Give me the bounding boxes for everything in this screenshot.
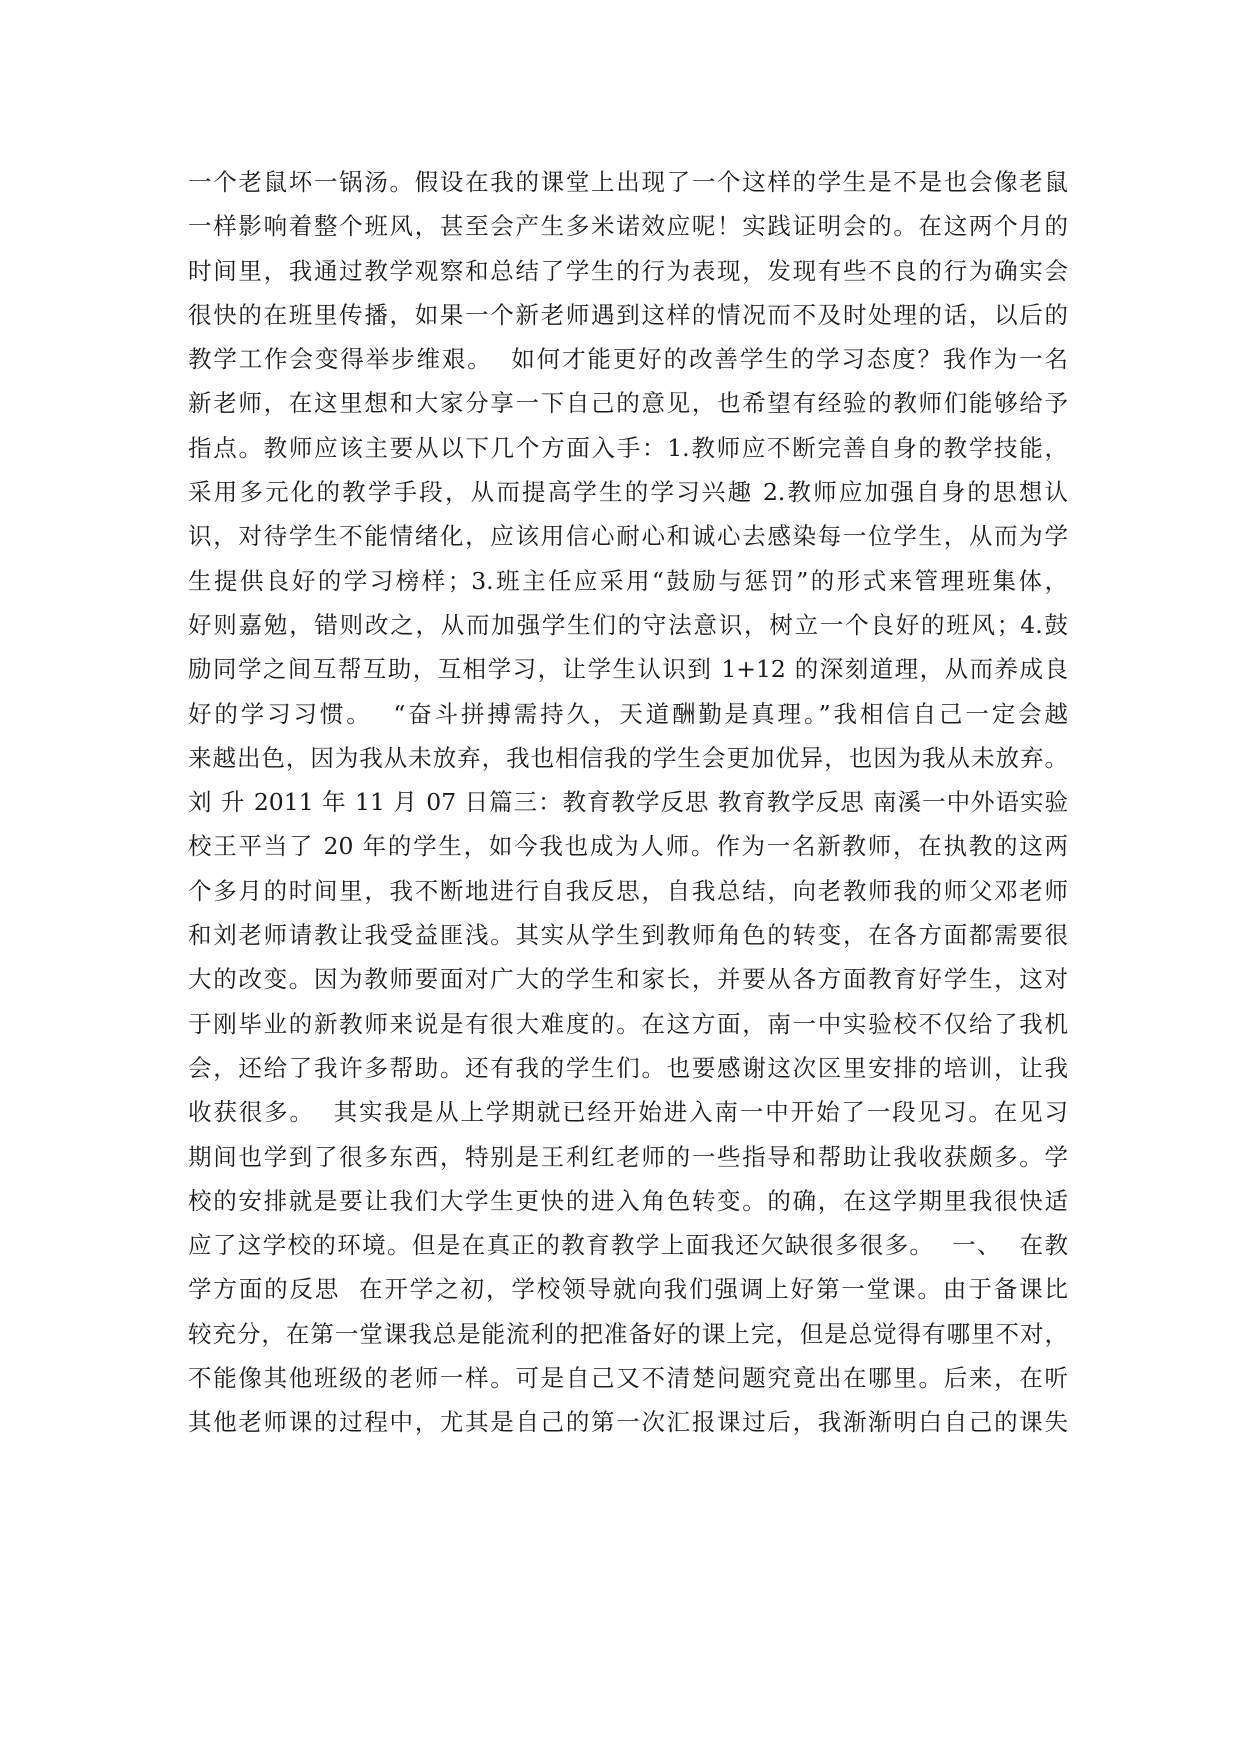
text-line: 收获很多。 其实我是从上学期就已经开始进入南一中开始了一段见习。在见习 (188, 1098, 1068, 1127)
text-line: 和刘老师请教让我受益匪浅。其实从学生到教师角色的转变，在各方面都需要很 (188, 921, 1068, 950)
text-line: 应了这学校的环境。但是在真正的教育教学上面我还欠缺很多很多。 一、 在教 (188, 1231, 1068, 1260)
text-line: 一样影响着整个班风，甚至会产生多米诺效应呢！实践证明会的。在这两个月的 (188, 212, 1068, 241)
text-line: 指点。教师应该主要从以下几个方面入手：1.教师应不断完善自身的教学技能， (188, 433, 1068, 462)
text-line: 来越出色，因为我从未放弃，我也相信我的学生会更加优异，也因为我从未放弃。 (188, 743, 1068, 772)
text-line: 新老师，在这里想和大家分享一下自己的意见，也希望有经验的教师们能够给予 (188, 389, 1068, 418)
body-text (188, 160, 1068, 1445)
text-line: 于刚毕业的新教师来说是有很大难度的。在这方面，南一中实验校不仅给了我机 (188, 1009, 1068, 1038)
text-line: 不能像其他班级的老师一样。可是自己又不清楚问题究竟出在哪里。后来，在听 (188, 1364, 1068, 1393)
text-line: 个多月的时间里，我不断地进行自我反思，自我总结，向老教师我的师父邓老师 (188, 876, 1068, 905)
text-line: 期间也学到了很多东西，特别是王利红老师的一些指导和帮助让我收获颇多。学 (188, 1142, 1068, 1171)
text-line: 较充分，在第一堂课我总是能流利的把准备好的课上完，但是总觉得有哪里不对， (188, 1319, 1068, 1348)
text-line: 刘 升 2011 年 11 月 07 日篇三：教育教学反思 教育教学反思 南溪一中外语实验 (188, 788, 1068, 817)
text-line: 会，还给了我许多帮助。还有我的学生们。也要感谢这次区里安排的培训，让我 (188, 1053, 1068, 1082)
text-line: 其他老师课的过程中，尤其是自己的第一次汇报课过后，我渐渐明白自己的课失 (188, 1408, 1068, 1437)
text-line: 励同学之间互帮互助，互相学习，让学生认识到 1+12 的深刻道理，从而养成良 (188, 655, 1068, 684)
text-line: 好则嘉勉，错则改之，从而加强学生们的守法意识，树立一个良好的班风；4.鼓 (188, 610, 1068, 639)
text-line: 一个老鼠坏一锅汤。假设在我的课堂上出现了一个这样的学生是不是也会像老鼠 (188, 168, 1068, 196)
text-line: 时间里，我通过教学观察和总结了学生的行为表现，发现有些不良的行为确实会 (188, 256, 1068, 285)
text-line: 大的改变。因为教师要面对广大的学生和家长，并要从各方面教育好学生，这对 (188, 965, 1068, 994)
text-line: 校王平当了 20 年的学生，如今我也成为人师。作为一名新教师，在执教的这两 (188, 832, 1068, 861)
text-line: 很快的在班里传播，如果一个新老师遇到这样的情况而不及时处理的话，以后的 (188, 300, 1068, 329)
text-line: 学方面的反思 在开学之初，学校领导就向我们强调上好第一堂课。由于备课比 (188, 1275, 1068, 1304)
text-line: 校的安排就是要让我们大学生更快的进入角色转变。的确，在这学期里我很快适 (188, 1186, 1068, 1215)
text-line: 采用多元化的教学手段，从而提高学生的学习兴趣 2.教师应加强自身的思想认 (188, 478, 1068, 507)
text-line: 教学工作会变得举步维艰。 如何才能更好的改善学生的学习态度？我作为一名 (188, 345, 1068, 374)
text-line: 生提供良好的学习榜样；3.班主任应采用“鼓励与惩罚”的形式来管理班集体， (188, 566, 1068, 595)
text-line: 识，对待学生不能情绪化，应该用信心耐心和诚心去感染每一位学生，从而为学 (188, 522, 1068, 551)
text-line: 好的学习习惯。 “奋斗拼搏需持久，天道酬勤是真理。”我相信自己一定会越 (188, 699, 1068, 728)
